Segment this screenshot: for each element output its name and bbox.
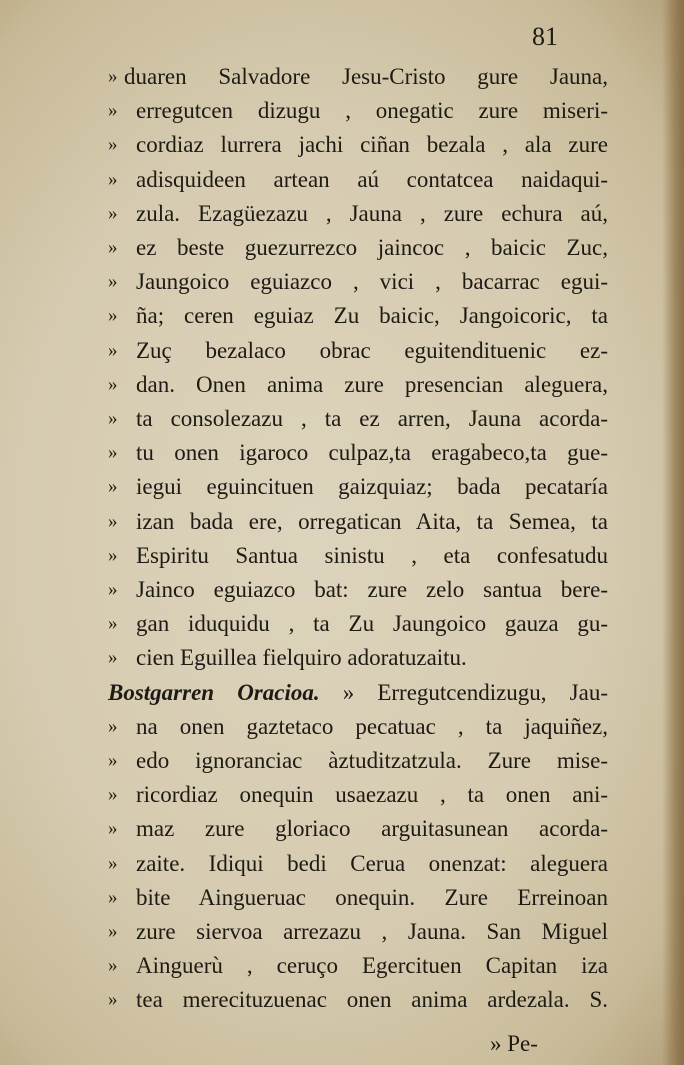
quote-mark: » xyxy=(108,579,118,601)
quote-mark: » xyxy=(108,750,118,772)
quote-mark: » xyxy=(108,921,118,943)
line-text: Jainco eguiazco bat: zure zelo santua bere- xyxy=(136,577,608,603)
quote-mark: » xyxy=(108,408,118,430)
line-text: zaite. Idiqui bedi Cerua onenzat: aleguera xyxy=(136,850,608,876)
text-line xyxy=(108,402,608,436)
text-line xyxy=(108,710,608,744)
quote-mark: » xyxy=(108,168,118,190)
line-text: tea merecituzuenac onen anima ardezala. S. xyxy=(136,987,608,1013)
text-line xyxy=(108,368,608,402)
text-line xyxy=(108,128,608,162)
text-line xyxy=(108,676,608,710)
line-text: maz zure gloriaco arguitasunean acorda- xyxy=(136,816,608,842)
text-line xyxy=(108,744,608,778)
text-line xyxy=(108,641,608,675)
line-text: ez beste guezurrezco jaincoc , baicic Zuc, xyxy=(136,235,608,261)
text-line xyxy=(108,60,608,94)
line-text: tu onen igaroco culpaz,ta eragabeco,ta gue- xyxy=(136,440,608,466)
text-line xyxy=(108,436,608,470)
line-text: erregutcen dizugu , onegatic zure miseri- xyxy=(136,98,608,124)
quote-mark: » xyxy=(108,613,118,635)
text-line xyxy=(108,539,608,573)
line-text: cordiaz lurrera jachi ciñan bezala , ala zure xyxy=(136,132,608,158)
quote-mark: » xyxy=(108,886,118,908)
line-text xyxy=(108,676,608,710)
text-line xyxy=(108,881,608,915)
quote-mark: » xyxy=(108,476,118,498)
quote-mark: » xyxy=(108,100,118,122)
quote-mark: » xyxy=(108,955,118,977)
quote-mark: » xyxy=(108,784,118,806)
quote-mark: » xyxy=(108,237,118,259)
page-number: 81 xyxy=(532,22,558,51)
section-heading: Bostgarren Oracioa. xyxy=(108,679,320,705)
line-text: izan bada ere, orregatican Aita, ta Semea, ta xyxy=(136,508,608,534)
line-text: gan iduquidu , ta Zu Jaungoico gauza gu- xyxy=(136,611,608,637)
page-edge xyxy=(662,0,684,1065)
quote-mark: » xyxy=(108,339,118,361)
text-line xyxy=(108,915,608,949)
quote-mark: » xyxy=(108,134,118,156)
line-text: ña; ceren eguiaz Zu baicic, Jangoicoric, ta xyxy=(136,303,608,329)
line-text: adisquideen artean aú contatcea naidaqui- xyxy=(136,166,608,192)
text-line xyxy=(108,949,608,983)
quote-mark: » xyxy=(108,544,118,566)
heading-continuation: » Erregutcendizugu, Jau- xyxy=(342,679,608,705)
quote-mark: » xyxy=(108,989,118,1011)
quote-mark: » xyxy=(108,305,118,327)
line-text: Zuç bezalaco obrac eguitendituenic ez- xyxy=(136,337,608,363)
quote-mark: » xyxy=(108,510,118,532)
text-line xyxy=(108,847,608,881)
text-line xyxy=(108,231,608,265)
text-line xyxy=(108,607,608,641)
text-line xyxy=(108,299,608,333)
quote-mark: » xyxy=(108,442,118,464)
text-line xyxy=(108,505,608,539)
line-text: Ainguerù , ceruço Egercituen Capitan iza xyxy=(136,953,608,979)
text-line xyxy=(108,334,608,368)
quote-mark: » xyxy=(108,373,118,395)
line-text: ricordiaz onequin usaezazu , ta onen ani- xyxy=(136,782,608,808)
line-text: bite Aingueruac onequin. Zure Erreinoan xyxy=(136,884,608,910)
line-text: zula. Ezagüezazu , Jauna , zure echura aú, xyxy=(136,200,608,226)
quote-mark: » xyxy=(108,647,118,669)
text-line xyxy=(108,983,608,1017)
text-line xyxy=(108,573,608,607)
text-line xyxy=(108,265,608,299)
text-line xyxy=(108,94,608,128)
quote-mark: » xyxy=(108,852,118,874)
line-text: iegui eguincituen gaizquiaz; bada pecataría xyxy=(136,474,608,500)
quote-mark: » xyxy=(108,818,118,840)
line-text: na onen gaztetaco pecatuac , ta jaquiñez, xyxy=(136,713,608,739)
text-line xyxy=(108,470,608,504)
quote-mark: » xyxy=(108,715,118,737)
line-text: cien Eguillea fielquiro adoratuzaitu. xyxy=(136,645,467,671)
text-line xyxy=(108,812,608,846)
text-line xyxy=(108,778,608,812)
line-text: Jaungoico eguiazco , vici , bacarrac egui- xyxy=(136,269,608,295)
line-text: dan. Onen anima zure presencian aleguera, xyxy=(136,371,608,397)
line-text: edo ignoranciac àztuditzatzula. Zure mise- xyxy=(136,748,608,774)
catchword: » Pe- xyxy=(490,1031,538,1056)
line-text: zure siervoa arrezazu , Jauna. San Miguel xyxy=(136,919,608,945)
quote-mark: » xyxy=(108,66,118,87)
text-body xyxy=(108,60,608,1018)
text-line xyxy=(108,163,608,197)
line-text: ta consolezazu , ta ez arren, Jauna acorda- xyxy=(136,406,608,432)
quote-mark: » xyxy=(108,271,118,293)
line-text: Espiritu Santua sinistu , eta confesatudu xyxy=(136,542,608,568)
line-text: duaren Salvadore Jesu-Cristo gure Jauna, xyxy=(124,64,608,89)
quote-mark: » xyxy=(108,202,118,224)
text-line xyxy=(108,197,608,231)
